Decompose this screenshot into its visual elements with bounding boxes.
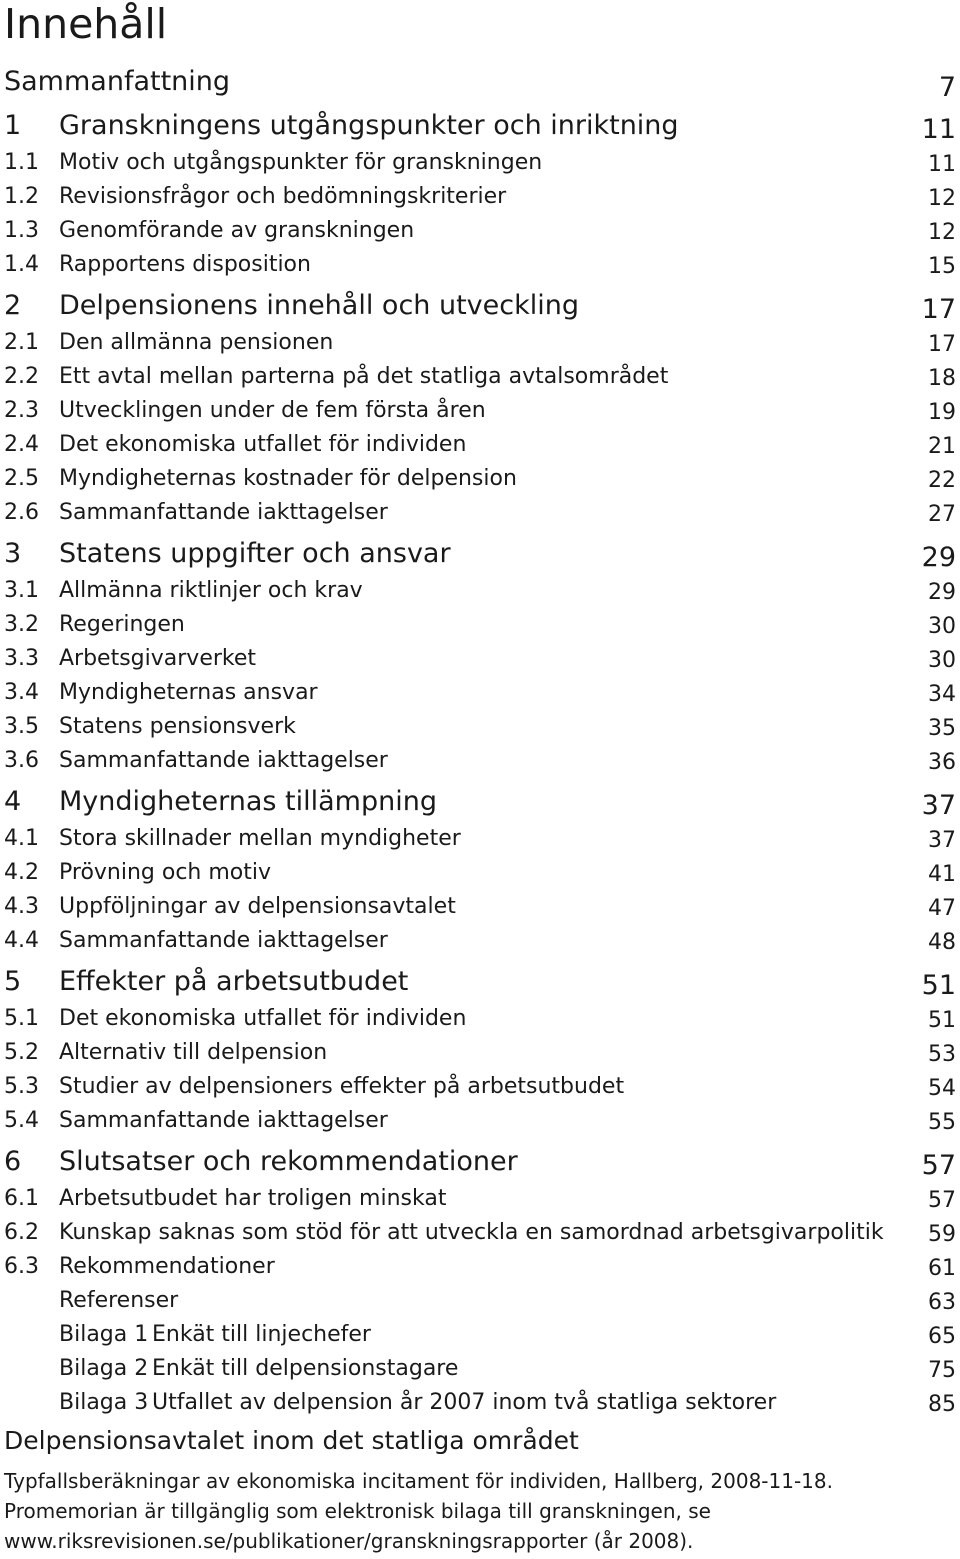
toc-appendix-label: Bilaga 2 [59,1356,149,1381]
toc-section-number: 6.1 [4,1186,39,1211]
toc-section-title: Revisionsfrågor och bedömningskriterier [59,184,507,209]
toc-section-title: Motiv och utgångspunkter för granskningen [59,150,543,175]
toc-section-number: 5.2 [4,1040,39,1065]
toc-appendix-entry[interactable] [4,1352,960,1386]
toc-chapter-number: 6 [4,1146,22,1177]
toc-section-number: 2.2 [4,364,39,389]
toc-references-entry[interactable] [4,1284,960,1318]
toc-section-title: Sammanfattande iakttagelser [59,748,388,773]
toc-section-title: Sammanfattande iakttagelser [59,500,388,525]
toc-section-entry[interactable] [4,710,960,744]
toc-page-number: 22 [928,468,956,493]
toc-section-entry[interactable] [4,180,960,214]
toc-chapter-number: 5 [4,966,22,997]
toc-section-number: 1.4 [4,252,39,277]
toc-section-number: 5.3 [4,1074,39,1099]
toc-page-number: 41 [928,862,956,887]
toc-page-number: 48 [928,930,956,955]
toc-section-title: Sammanfattande iakttagelser [59,1108,388,1133]
toc-section-entry[interactable] [4,1250,960,1284]
toc-chapter-title: Statens uppgifter och ansvar [59,538,451,569]
toc-page-number: 17 [928,332,956,357]
toc-section-number: 4.3 [4,894,39,919]
toc-entry-label: Sammanfattning [4,66,231,97]
toc-page-number: 7 [938,72,956,103]
toc-section-entry[interactable] [4,462,960,496]
toc-page-number: 59 [928,1222,956,1247]
toc-section-number: 2.4 [4,432,39,457]
toc-section-entry[interactable] [4,1002,960,1036]
toc-section-number: 1.3 [4,218,39,243]
toc-section-title: Myndigheternas kostnader för delpension [59,466,517,491]
toc-page-number: 51 [921,970,956,1001]
toc-section-number: 6.3 [4,1254,39,1279]
toc-page-number: 37 [921,790,956,821]
toc-section-entry[interactable] [4,496,960,530]
toc-section-number: 5.4 [4,1108,39,1133]
toc-page-number: 15 [928,254,956,279]
toc-section-title: Statens pensionsverk [59,714,296,739]
toc-section-entry[interactable] [4,1036,960,1070]
toc-page-number: 11 [921,114,956,145]
toc-page-number: 30 [928,614,956,639]
toc-page-number: 65 [928,1324,956,1349]
toc-page-number: 19 [928,400,956,425]
toc-section-title: Ett avtal mellan parterna på det statliga avtalsområdet [59,364,669,389]
toc-chapter-entry[interactable] [4,282,960,326]
supplement-heading: Delpensionsavtalet inom det statliga området [4,1426,579,1455]
toc-page-number: 57 [928,1188,956,1213]
toc-section-entry[interactable] [4,574,960,608]
toc-section-entry[interactable] [4,890,960,924]
appendix-list [4,1318,960,1420]
toc-appendix-title: Enkät till delpensionstagare [152,1356,459,1381]
toc-section-title: Studier av delpensioners effekter på arbetsutbudet [59,1074,625,1099]
toc-appendix-label: Bilaga 3 [59,1390,149,1415]
toc-section-title: Rekommendationer [59,1254,275,1279]
toc-section-title: Utvecklingen under de fem första åren [59,398,486,423]
toc-page-number: 21 [928,434,956,459]
toc-page-number: 63 [928,1290,956,1315]
toc-section-entry[interactable] [4,326,960,360]
toc-page-number: 29 [921,542,956,573]
toc-chapter-number: 2 [4,290,22,321]
supplement-note: Typfallsberäkningar av ekonomiska incitament för individen, Hallberg, 2008-11-18. Promemorian är tillgänglig som elektronisk bilaga till granskningen, se www.riksrevisionen.se/publikationer/granskningsrapporter (år 2008). [4,1469,833,1553]
toc-section-entry[interactable] [4,394,960,428]
toc-page-number: 75 [928,1358,956,1383]
toc-section-number: 4.4 [4,928,39,953]
toc-page-number: 18 [928,366,956,391]
toc-section-number: 3.1 [4,578,39,603]
toc-appendix-title: Enkät till linjechefer [152,1322,371,1347]
toc-section-entry[interactable] [4,1070,960,1104]
toc-section-number: 2.1 [4,330,39,355]
toc-chapter-title: Delpensionens innehåll och utveckling [59,290,580,321]
toc-section-number: 2.5 [4,466,39,491]
toc-section-title: Myndigheternas ansvar [59,680,318,705]
toc-chapter-number: 4 [4,786,22,817]
toc-page-number: 35 [928,716,956,741]
toc-section-title: Allmänna riktlinjer och krav [59,578,363,603]
toc-chapter-title: Granskningens utgångspunkter och inriktning [59,110,679,141]
toc-section-title: Regeringen [59,612,185,637]
toc-section-entry[interactable] [4,214,960,248]
toc-section-title: Det ekonomiska utfallet för individen [59,1006,467,1031]
toc-appendix-label: Bilaga 1 [59,1322,149,1347]
toc-section-entry[interactable] [4,1216,960,1250]
toc-chapter-title: Effekter på arbetsutbudet [59,966,409,997]
table-of-contents [4,62,960,1420]
toc-page-number: 12 [928,220,956,245]
toc-chapter-entry[interactable] [4,958,960,1002]
toc-page-number: 30 [928,648,956,673]
toc-section-number: 1.2 [4,184,39,209]
toc-section-number: 1.1 [4,150,39,175]
toc-section-title: Det ekonomiska utfallet för individen [59,432,467,457]
toc-section-entry[interactable] [4,676,960,710]
toc-section-title: Arbetsgivarverket [59,646,257,671]
toc-section-title: Sammanfattande iakttagelser [59,928,388,953]
toc-section-entry[interactable] [4,822,960,856]
toc-section-title: Rapportens disposition [59,252,311,277]
toc-appendix-entry[interactable] [4,1386,960,1420]
toc-summary-entry[interactable] [4,62,960,102]
toc-section-number: 3.3 [4,646,39,671]
chapter-list [4,102,960,1284]
toc-page-number: 36 [928,750,956,775]
toc-section-title: Arbetsutbudet har troligen minskat [59,1186,447,1211]
toc-section-number: 2.6 [4,500,39,525]
toc-section-number: 4.2 [4,860,39,885]
toc-page-number: 27 [928,502,956,527]
toc-chapter-title: Slutsatser och rekommendationer [59,1146,518,1177]
toc-entry-label: Referenser [59,1288,179,1313]
toc-section-entry[interactable] [4,856,960,890]
toc-section-entry[interactable] [4,146,960,180]
toc-appendix-title: Utfallet av delpension år 2007 inom två statliga sektorer [152,1390,777,1415]
toc-section-entry[interactable] [4,428,960,462]
toc-chapter-entry[interactable] [4,102,960,146]
toc-section-entry[interactable] [4,744,960,778]
toc-section-title: Stora skillnader mellan myndigheter [59,826,461,851]
toc-section-number: 3.6 [4,748,39,773]
toc-chapter-entry[interactable] [4,1138,960,1182]
toc-section-title: Genomförande av granskningen [59,218,415,243]
toc-page-number: 29 [928,580,956,605]
toc-page-number: 57 [921,1150,956,1181]
toc-section-number: 3.5 [4,714,39,739]
toc-appendix-entry[interactable] [4,1318,960,1352]
toc-page-number: 47 [928,896,956,921]
toc-chapter-entry[interactable] [4,530,960,574]
toc-section-entry[interactable] [4,608,960,642]
toc-page-number: 54 [928,1076,956,1101]
toc-page-number: 55 [928,1110,956,1135]
toc-section-number: 6.2 [4,1220,39,1245]
toc-page-number: 37 [928,828,956,853]
toc-chapter-number: 1 [4,110,22,141]
page-title: Innehåll [4,0,168,48]
toc-section-entry[interactable] [4,248,960,282]
toc-section-entry[interactable] [4,924,960,958]
toc-section-title: Den allmänna pensionen [59,330,334,355]
toc-section-entry[interactable] [4,1182,960,1216]
toc-section-title: Alternativ till delpension [59,1040,328,1065]
toc-page-number: 85 [928,1392,956,1417]
toc-section-entry[interactable] [4,1104,960,1138]
toc-page-number: 53 [928,1042,956,1067]
toc-page-number: 51 [928,1008,956,1033]
toc-page-number: 11 [928,152,956,177]
toc-page-number: 61 [928,1256,956,1281]
toc-section-number: 3.4 [4,680,39,705]
toc-section-title: Prövning och motiv [59,860,272,885]
toc-section-title: Kunskap saknas som stöd för att utveckla en samordnad arbetsgivarpolitik [59,1220,884,1245]
toc-chapter-entry[interactable] [4,778,960,822]
toc-section-title: Uppföljningar av delpensionsavtalet [59,894,456,919]
toc-section-number: 3.2 [4,612,39,637]
toc-section-number: 4.1 [4,826,39,851]
toc-section-number: 5.1 [4,1006,39,1031]
toc-section-number: 2.3 [4,398,39,423]
toc-page-number: 34 [928,682,956,707]
toc-chapter-title: Myndigheternas tillämpning [59,786,437,817]
toc-page-number: 17 [921,294,956,325]
toc-chapter-number: 3 [4,538,22,569]
toc-page-number: 12 [928,186,956,211]
toc-section-entry[interactable] [4,360,960,394]
toc-section-entry[interactable] [4,642,960,676]
